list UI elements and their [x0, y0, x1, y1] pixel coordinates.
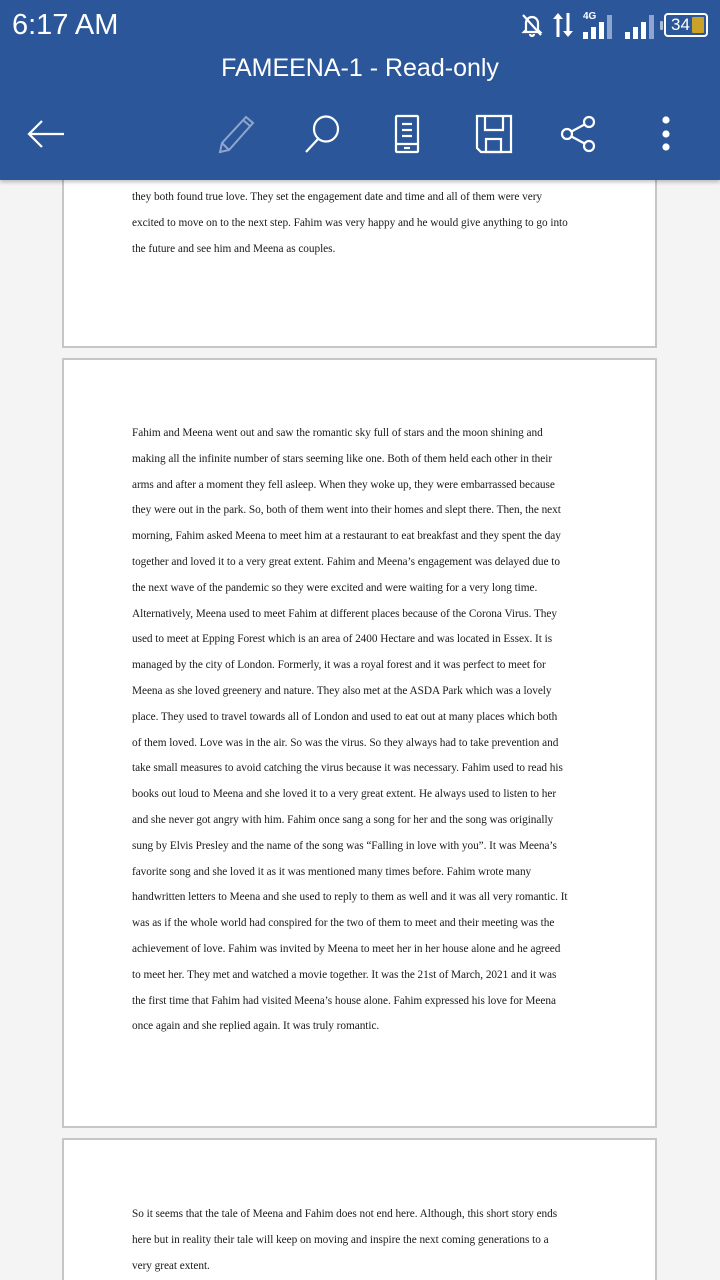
page-2-text [132, 421, 594, 1040]
more-options-button[interactable] [640, 108, 692, 160]
bell-muted-icon [520, 12, 544, 38]
svg-text:4G: 4G [583, 11, 597, 22]
app-bar [0, 0, 720, 180]
text-line: used to meet at Epping Forest which is an area of 2400 Hectare and was located in Essex. It is [132, 633, 553, 646]
text-line: they both found true love. They set the engagement date and time and all of them were very [132, 191, 542, 203]
text-line: of them loved. Love was in the air. So was the virus. So they always had to take prevention and [132, 736, 559, 749]
text-line: So it seems that the tale of Meena and Fahim does not end here. Although, this short story ends [132, 1208, 558, 1220]
back-button[interactable] [20, 108, 72, 160]
mobile-view-button[interactable] [381, 108, 433, 160]
text-line: Meena as she loved greenery and nature. They also met at the ASDA Park which was a lovely [132, 684, 552, 697]
text-line: handwritten letters to Meena and she used to reply to them as well and it was all very romantic. It [132, 891, 568, 904]
share-button[interactable] [553, 108, 605, 160]
page-1-text [132, 185, 594, 262]
text-line: excited to move on to the next step. Fahim was very happy and he would give anything to go into [132, 216, 568, 229]
text-line: the next wave of the pandemic so they were excited and were waiting for a very long time. [132, 581, 538, 594]
battery-level: 34 [671, 15, 690, 34]
save-icon [474, 114, 514, 154]
text-line: and she never got angry with him. Fahim once sang a song for her and the song was originally [132, 813, 554, 826]
document-canvas[interactable] [0, 180, 720, 1280]
signal-icon [624, 10, 656, 40]
text-line: once again and she replied again. It was truly romantic. [132, 1020, 380, 1033]
page-3-text [132, 1202, 594, 1279]
status-icons [520, 8, 708, 42]
text-line: books out loud to Meena and she loved it to a very great extent. He always used to listen to her [132, 788, 557, 801]
share-icon [559, 114, 599, 154]
text-line: they were out in the park. So, both of them went into their homes and slept there. Then, the next [132, 504, 561, 517]
text-line: very great extent. [132, 1259, 210, 1272]
text-line: Fahim and Meena went out and saw the romantic sky full of stars and the moon shining and [132, 427, 543, 439]
text-line: Alternatively, Meena used to meet Fahim at different places because of the Corona Virus. They [132, 607, 557, 620]
document-page-1 [62, 180, 657, 348]
battery-icon [664, 13, 708, 37]
arrow-left-icon [26, 119, 66, 149]
text-line: take small measures to avoid catching the virus because it was necessary. Fahim used to read his [132, 762, 563, 775]
text-line: the future and see him and Meena as couples. [132, 242, 336, 255]
document-page-2 [62, 358, 657, 1128]
status-time: 6:17 AM [12, 9, 119, 41]
signal-4g-icon [582, 10, 616, 40]
save-button[interactable] [468, 108, 520, 160]
text-line: morning, Fahim asked Meena to meet him at a restaurant to eat breakfast and they spent the day [132, 530, 561, 543]
text-line: the first time that Fahim had visited Meena’s house alone. Fahim expressed his love for Meena [132, 994, 556, 1007]
text-line: to meet her. They met and watched a movie together. It was the 21st of March, 2021 and it was [132, 968, 557, 981]
text-line: sung by Elvis Presley and the name of the song was “Falling in love with you”. It was Meena’s [132, 839, 557, 852]
text-line: making all the infinite number of stars seeming like one. Both of them held each other in their [132, 452, 553, 465]
search-icon [302, 114, 342, 154]
mobile-view-icon [393, 114, 421, 154]
edit-button[interactable] [210, 108, 262, 160]
data-transfer-icon [552, 11, 574, 39]
text-line: achievement of love. Fahim was invited by Meena to meet her in her house alone and he agreed [132, 942, 561, 955]
text-line: favorite song and she loved it as it was mentioned many times before. Fahim wrote many [132, 865, 532, 878]
text-line: here but in reality their tale will keep on moving and inspire the next coming generations to a [132, 1233, 549, 1246]
text-line: place. They used to travel towards all of London and used to eat out at many places which both [132, 710, 558, 723]
text-line: arms and after a moment they fell asleep. When they woke up, they were embarrassed because [132, 478, 555, 491]
more-vertical-icon [660, 114, 672, 154]
search-button[interactable] [296, 108, 348, 160]
text-line: together and loved it to a very great extent. Fahim and Meena’s engagement was delayed due to [132, 555, 560, 568]
document-page-3 [62, 1138, 657, 1280]
document-title: FAMEENA-1 - Read-only [221, 54, 499, 82]
text-line: was as if the whole world had conspired for the two of them to meet and their meeting was the [132, 917, 555, 930]
pencil-icon [216, 114, 256, 154]
text-line: managed by the city of London. Formerly, it was a royal forest and it was perfect to meet for [132, 659, 546, 672]
